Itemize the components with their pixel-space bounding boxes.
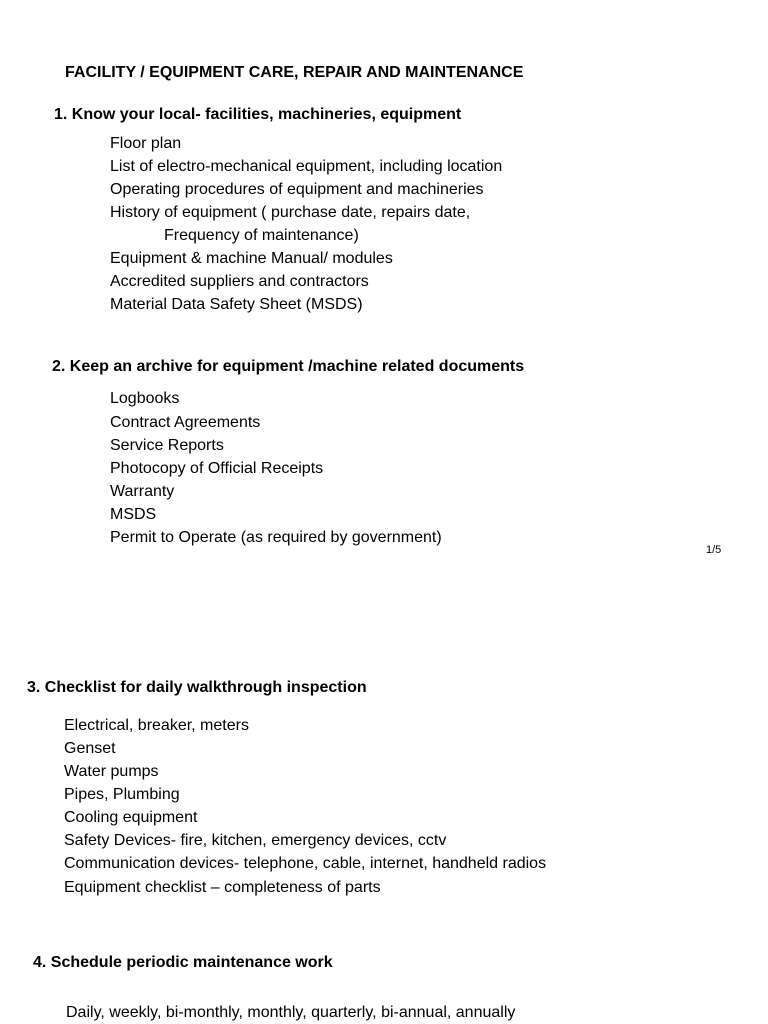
list-item: Warranty [110,483,175,500]
list-item: Operating procedures of equipment and machineries [110,181,484,198]
list-item: Equipment checklist – completeness of parts [64,879,381,896]
list-item: Floor plan [110,135,182,152]
list-item: Permit to Operate (as required by government) [110,529,442,546]
document-title: FACILITY / EQUIPMENT CARE, REPAIR AND MAINTENANCE [65,64,524,81]
list-item: Photocopy of Official Receipts [110,460,324,477]
list-item: Material Data Safety Sheet (MSDS) [110,296,363,313]
page-number: 1/5 [706,544,722,556]
list-item: List of electro-mechanical equipment, including location [110,158,503,175]
list-item: MSDS [110,506,157,523]
list-item: Electrical, breaker, meters [64,717,249,734]
list-item: Equipment & machine Manual/ modules [110,250,393,267]
list-item: Water pumps [64,763,159,780]
list-item: Safety Devices- fire, kitchen, emergency devices, cctv [64,832,447,849]
list-item: Cooling equipment [64,809,198,826]
list-item: History of equipment ( purchase date, repairs date, [110,204,471,221]
list-item: Logbooks [110,390,180,407]
list-item: Genset [64,740,116,757]
list-item: Daily, weekly, bi-monthly, monthly, quarterly, bi-annual, annually [66,1004,516,1021]
list-item: Service Reports [110,437,224,454]
section1-heading: 1. Know your local- facilities, machineries, equipment [54,106,462,123]
section4-heading: 4. Schedule periodic maintenance work [33,954,333,971]
list-item: Contract Agreements [110,414,261,431]
list-item: Pipes, Plumbing [64,786,180,803]
list-item: Accredited suppliers and contractors [110,273,369,290]
section2-heading: 2. Keep an archive for equipment /machine related documents [52,358,525,375]
list-item: Communication devices- telephone, cable, internet, handheld radios [64,855,547,872]
list-item: Frequency of maintenance) [164,227,359,244]
section3-heading: 3. Checklist for daily walkthrough inspection [27,679,367,696]
